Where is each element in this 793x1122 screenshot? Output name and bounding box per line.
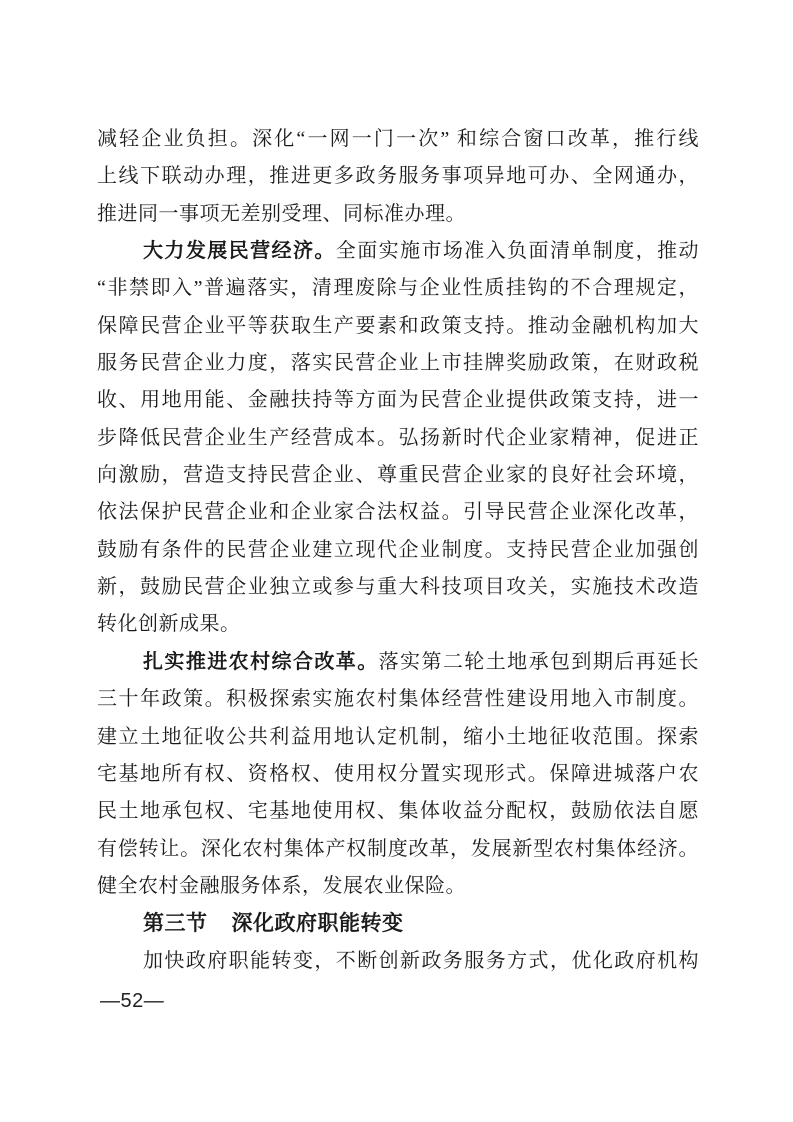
text-line: 健全农村金融服务体系，发展农业保险。 — [97, 874, 466, 897]
paragraph-carryover — [97, 121, 699, 233]
bold-lead: 大力发展民营经济。 — [143, 240, 336, 263]
paragraph-rural-reform — [97, 644, 699, 905]
text-line: 收、用地用能、金融扶持等方面为民营企业提供政策支持，进一 — [97, 389, 699, 412]
text-line: 转化创新成果。 — [97, 613, 241, 636]
text-line: 向激励，营造支持民营企业、尊重民营企业家的良好社会环境， — [97, 464, 699, 487]
page-number: —52— — [100, 990, 165, 1012]
bold-lead: 扎实推进农村综合改革。 — [143, 650, 379, 673]
text-line: 民土地承包权、宅基地使用权、集体收益分配权，鼓励依法自愿 — [97, 800, 699, 823]
text-line: 减轻企业负担。深化“一网一门一次” 和综合窗口改革，推行线 — [97, 128, 699, 150]
text-line: 三十年政策。积极探索实施农村集体经营性建设用地入市制度。 — [97, 688, 699, 711]
text-line: 上线下联动办理，推进更多政务服务事项异地可办、全网通办， — [97, 165, 699, 188]
section-number: 第三节 — [143, 911, 208, 936]
paragraph-gov-function — [97, 943, 699, 980]
lead-rest: 落实第二轮土地承包到期后再延长 — [378, 650, 700, 673]
text-line: 新，鼓励民营企业独立或参与重大科技项目攻关，实施技术改造 — [97, 576, 699, 599]
lead-rest: 全面实施市场准入负面清单制度，推动 — [335, 240, 700, 263]
section-heading — [97, 905, 699, 942]
text-line: “非禁即入”普遍落实，清理废除与企业性质挂钩的不合理规定， — [97, 277, 699, 300]
section-title: 深化政府职能转变 — [231, 911, 404, 936]
text-line: 有偿转让。深化农村集体产权制度改革，发展新型农村集体经济。 — [97, 837, 699, 860]
text-line: 依法保护民营企业和企业家合法权益。引导民营企业深化改革， — [97, 501, 699, 524]
paragraph-private-economy — [97, 233, 699, 644]
text-line: 建立土地征收公共利益用地认定机制，缩小土地征收范围。探索 — [97, 725, 699, 748]
text-line — [97, 233, 699, 270]
text-line: 宅基地所有权、资格权、使用权分置实现形式。保障进城落户农 — [97, 762, 699, 785]
text-line: 加快政府职能转变，不断创新政务服务方式，优化政府机构 — [143, 949, 699, 972]
text-line: 步降低民营企业生产经营成本。弘扬新时代企业家精神，促进正 — [97, 426, 699, 449]
text-line: 保障民营企业平等获取生产要素和政策支持。推动金融机构加大 — [97, 314, 699, 337]
text-line — [97, 644, 699, 681]
text-block — [97, 121, 699, 980]
text-line: 服务民营企业力度，落实民营企业上市挂牌奖励政策，在财政税 — [97, 352, 699, 375]
text-line: 推进同一事项无差别受理、同标准办理。 — [97, 202, 466, 225]
text-line: 鼓励有条件的民营企业建立现代企业制度。支持民营企业加强创 — [97, 538, 699, 561]
